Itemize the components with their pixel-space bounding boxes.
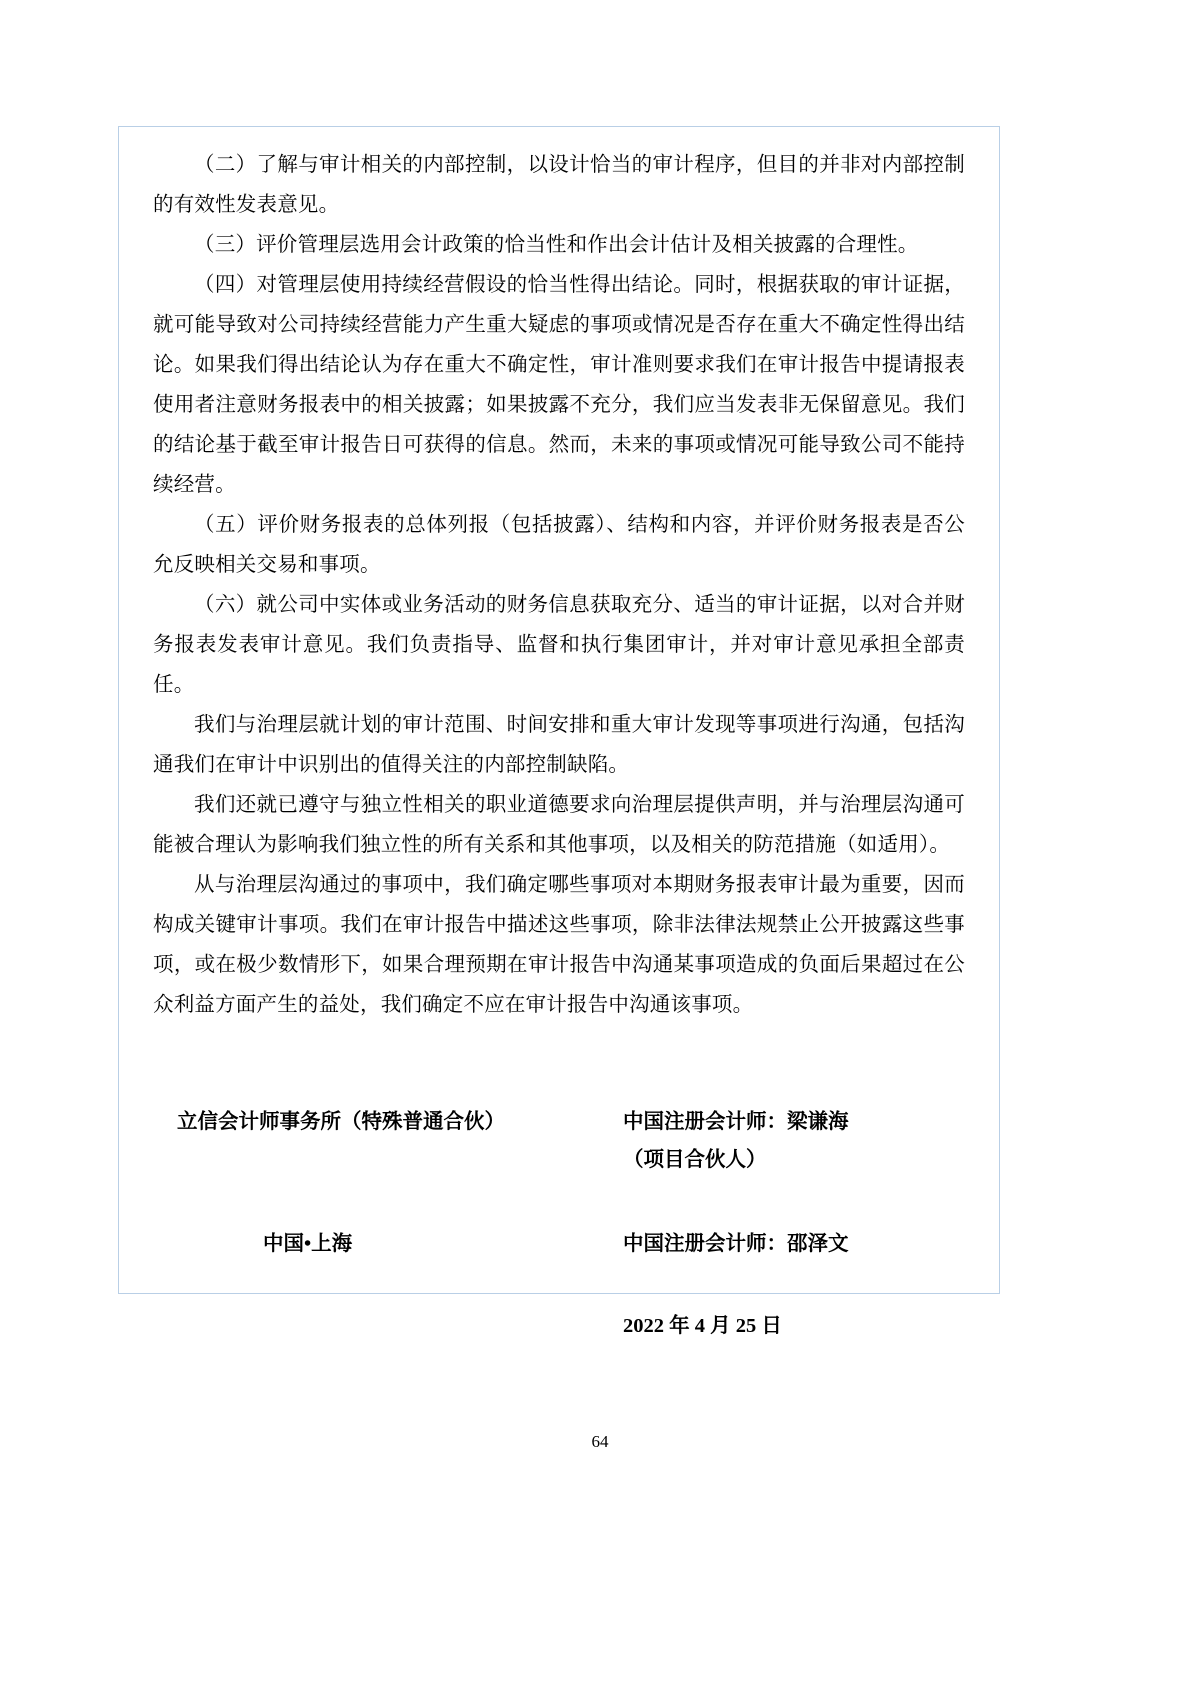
signature-row-firm bbox=[153, 1103, 965, 1179]
location: 中国•上海 bbox=[263, 1233, 353, 1255]
firm-name: 立信会计师事务所（特殊普通合伙） bbox=[177, 1111, 505, 1133]
paragraph: （二）了解与审计相关的内部控制，以设计恰当的审计程序，但目的并非对内部控制的有效性发表意见。 bbox=[153, 154, 965, 216]
paragraph: 我们与治理层就计划的审计范围、时间安排和重大审计发现等事项进行沟通，包括沟通我们在审计中识别出的值得关注的内部控制缺陷。 bbox=[153, 714, 965, 776]
paragraph: （六）就公司中实体或业务活动的财务信息获取充分、适当的审计证据，以对合并财务报表发表审计意见。我们负责指导、监督和执行集团审计，并对审计意见承担全部责任。 bbox=[153, 594, 965, 696]
signature-date: 2022 年 4 月 25 日 bbox=[623, 1315, 782, 1337]
signature-block bbox=[153, 1103, 965, 1345]
paragraph: 从与治理层沟通过的事项中，我们确定哪些事项对本期财务报表审计最为重要，因而构成关键审计事项。我们在审计报告中描述这些事项，除非法律法规禁止公开披露这些事项，或在极少数情形下，如果合理预期在审计报告中沟通某事项造成的负面后果超过在公众利益方面产生的益处，我们确定不应在审计报告中沟通该事项。 bbox=[153, 874, 965, 1016]
page-number: 64 bbox=[591, 1432, 609, 1451]
cpa-partner bbox=[623, 1103, 965, 1179]
paragraph: 我们还就已遵守与独立性相关的职业道德要求向治理层提供声明，并与治理层沟通可能被合理认为影响我们独立性的所有关系和其他事项，以及相关的防范措施（如适用）。 bbox=[153, 794, 965, 856]
cpa-partner-name: 中国注册会计师：梁谦海 bbox=[623, 1111, 849, 1133]
signature-row-location bbox=[153, 1225, 965, 1263]
signature-row-date bbox=[153, 1307, 965, 1345]
paragraph: （四）对管理层使用持续经营假设的恰当性得出结论。同时，根据获取的审计证据，就可能导致对公司持续经营能力产生重大疑虑的事项或情况是否存在重大不确定性得出结论。如果我们得出结论认为存在重大不确定性，审计准则要求我们在审计报告中提请报表使用者注意财务报表中的相关披露；如果披露不充分，我们应当发表非无保留意见。我们的结论基于截至审计报告日可获得的信息。然而，未来的事项或情况可能导致公司不能持续经营。 bbox=[153, 274, 965, 496]
paragraph: （三）评价管理层选用会计政策的恰当性和作出会计估计及相关披露的合理性。 bbox=[194, 234, 919, 256]
cpa-partner-role: （项目合伙人） bbox=[623, 1149, 767, 1171]
content-frame bbox=[118, 126, 1000, 1337]
paragraph: （五）评价财务报表的总体列报（包括披露）、结构和内容，并评价财务报表是否公允反映相关交易和事项。 bbox=[153, 514, 965, 576]
cpa-second-name: 中国注册会计师：邵泽文 bbox=[623, 1233, 849, 1255]
